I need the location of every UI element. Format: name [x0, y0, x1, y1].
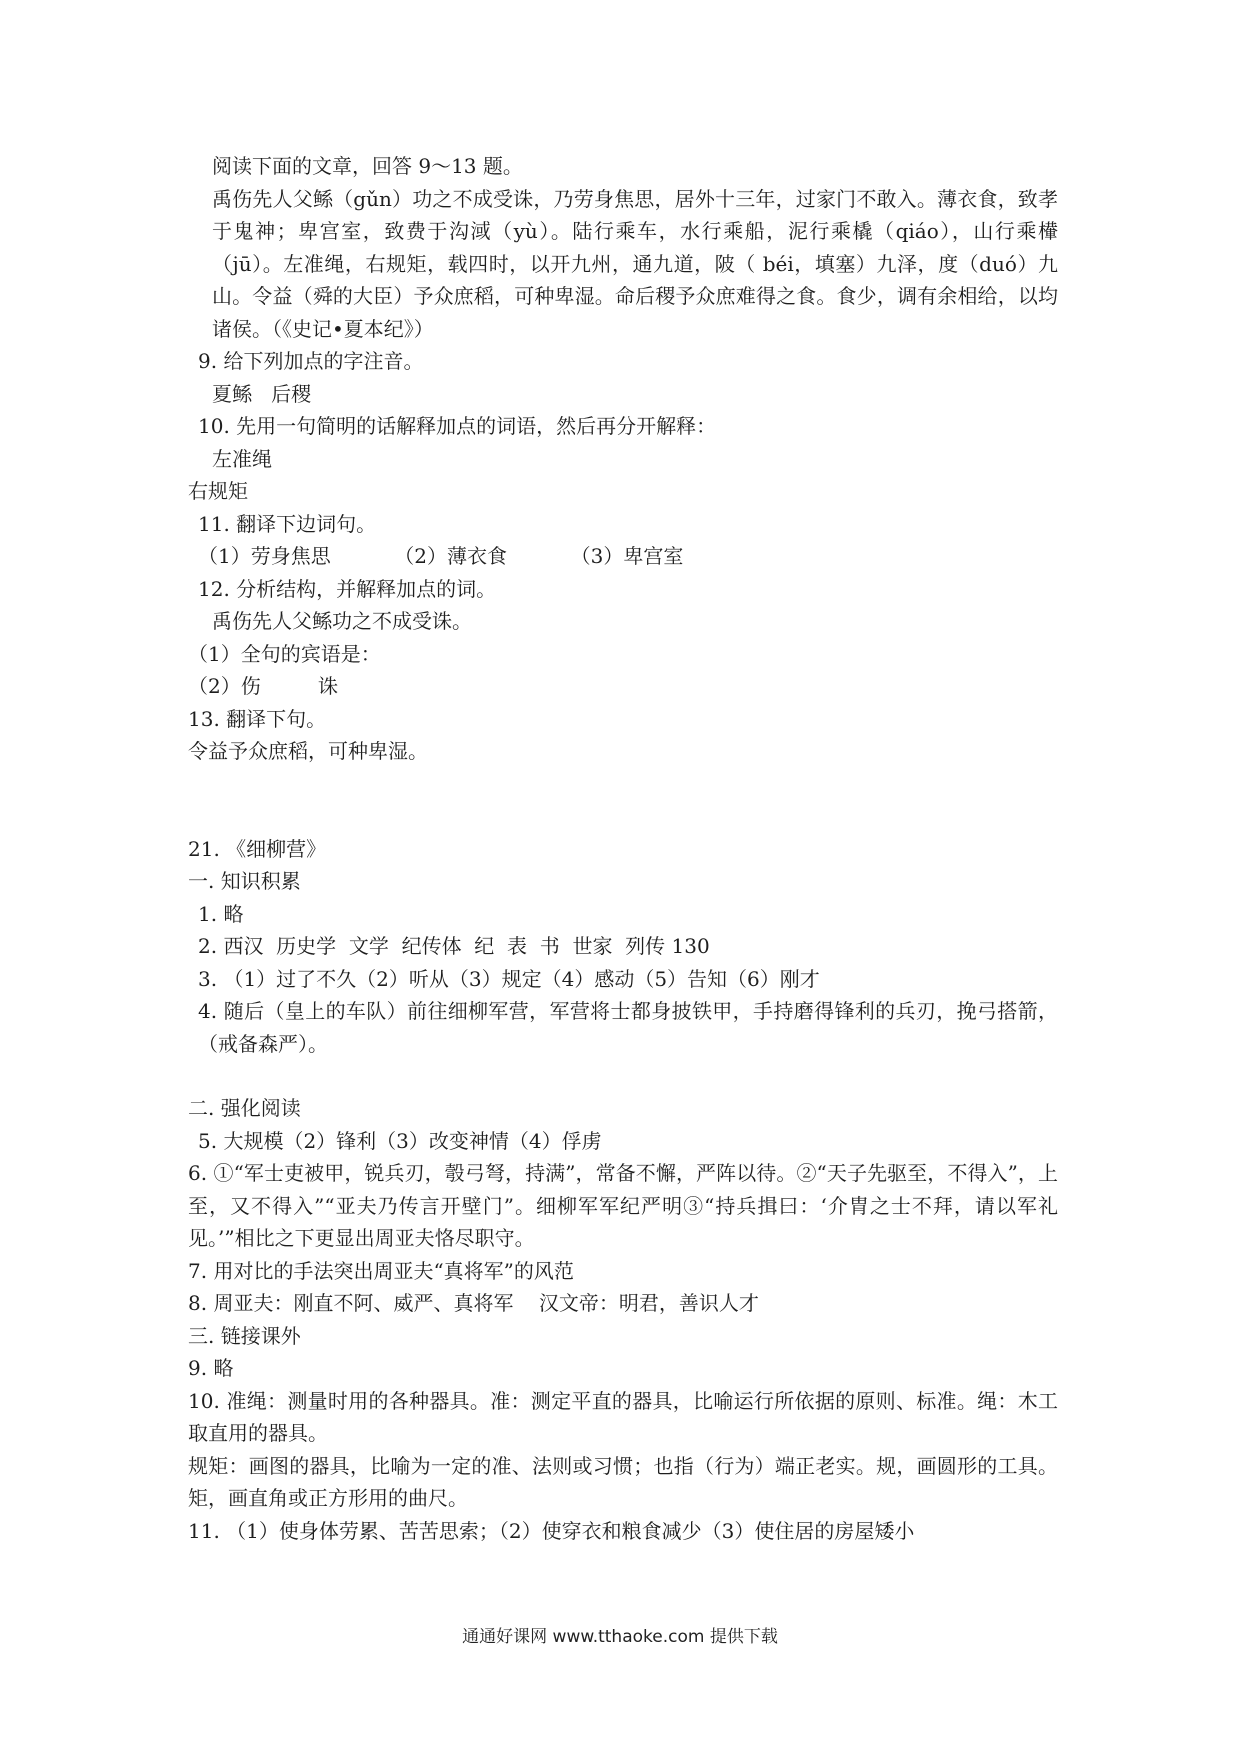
- question-11: 11. 翻译下边词句。: [198, 511, 377, 536]
- answer-5: 5. 大规模（2）锋利（3）改变神情（4）俘虏: [198, 1128, 602, 1153]
- answer-2: 2. 西汉 历史学 文学 纪传体 纪 表 书 世家 列传 130: [198, 934, 710, 958]
- answer-9: 9. 略: [188, 1356, 234, 1380]
- question-13: 13. 翻译下句。: [188, 706, 327, 731]
- section-heading-2: 二. 强化阅读: [188, 1096, 301, 1120]
- answer-8: 8. 周亚夫：刚直不阿、威严、真将军 汉文帝：明君，善识人才: [188, 1291, 759, 1315]
- answer-1: 1. 略: [198, 901, 244, 926]
- question-13-sentence: 令益予众庶稻，可种卑湿。: [188, 739, 428, 763]
- classical-passage: 禹伤先人父鲧（gǔn）功之不成受诛，乃劳身焦思，居外十三年，过家门不敢入。薄衣食，致孝于鬼神；卑宫室，致费于沟淢（yù）。陆行乘车，水行乘船，泥行乘橇（qiáo），山行乘檋（jū）。左准绳，右规矩，载四时，以开九州，通九道，陂（ béi，填塞）九泽，度（duó）九山。令益（舜的大臣）予众庶稻，可种卑湿。命后稷予众庶难得之食。食少，调有余相给，以均诸侯。（《史记•夏本纪》）: [212, 186, 1058, 341]
- question-9: 9. 给下列加点的字注音。: [198, 349, 424, 373]
- answer-7: 7. 用对比的手法突出周亚夫“真将军”的风范: [188, 1258, 574, 1283]
- reading-intro: 阅读下面的文章，回答 9～13 题。: [212, 154, 523, 178]
- answer-10-zhunsheng: 10. 准绳：测量时用的各种器具。准：测定平直的器具，比喻运行所依据的原则、标准。绳：木工取直用的器具。: [188, 1388, 1058, 1445]
- question-10-item-b: 右规矩: [188, 479, 248, 503]
- answer-6: 6. ①“军士吏被甲，锐兵刃，彀弓弩，持满”，常备不懈，严阵以待。②“天子先驱至，不得入”，上至，又不得入”“亚夫乃传言开壁门”。细柳军军纪严明③“持兵揖曰：‘介胄之士不拜，请以军礼见。’”相比之下更显出周亚夫恪尽职守。: [188, 1161, 1058, 1250]
- question-12: 12. 分析结构，并解释加点的词。: [198, 576, 497, 601]
- question-12-part-1: （1）全句的宾语是：: [188, 641, 381, 666]
- answer-4: 4. 随后（皇上的车队）前往细柳军营，军营将士都身披铁甲，手持磨得锋利的兵刃，挽弓搭箭，（戒备森严）。: [198, 999, 1058, 1056]
- question-12-sentence: 禹伤先人父鲧功之不成受诛。: [212, 609, 472, 633]
- question-9-items: 夏鲧 后稷: [212, 381, 312, 406]
- answer-10-guiju: 规矩：画图的器具，比喻为一定的准、法则或习惯；也指（行为）端正老实。规，画圆形的工具。矩，画直角或正方形用的曲尺。: [188, 1453, 1058, 1510]
- question-12-part-2: （2）伤 诛: [188, 674, 338, 698]
- document-body: [188, 150, 1058, 1547]
- question-11-items: （1）劳身焦思 （2）薄衣食 （3）卑宫室: [198, 544, 684, 568]
- question-10-item-a: 左准绳: [212, 446, 272, 471]
- question-10: 10. 先用一句简明的话解释加点的词语，然后再分开解释：: [198, 414, 717, 438]
- answer-3: 3. （1）过了不久（2）听从（3）规定（4）感动（5）告知（6）刚才: [198, 966, 820, 991]
- section-heading-3: 三. 链接课外: [188, 1323, 301, 1348]
- page-footer: 通通好课网 www.tthaoke.com 提供下载: [462, 1627, 778, 1647]
- answer-section-title: 21. 《细柳营》: [188, 836, 327, 861]
- section-heading-1: 一. 知识积累: [188, 869, 301, 893]
- answer-11: 11. （1）使身体劳累、苦苦思索；（2）使穿衣和粮食减少（3）使住居的房屋矮小: [188, 1518, 915, 1543]
